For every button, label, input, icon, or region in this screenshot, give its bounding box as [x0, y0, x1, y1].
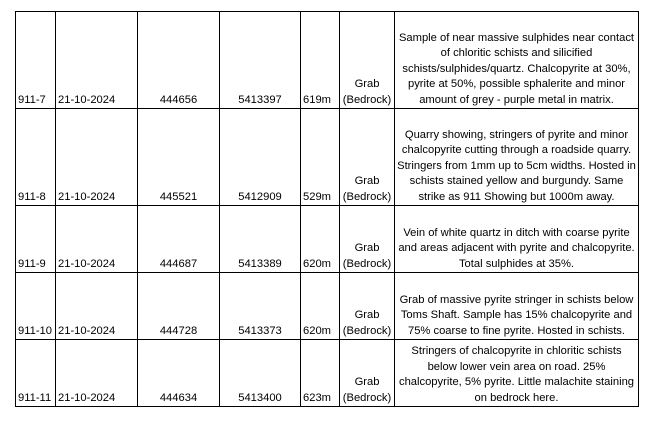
sample-id-cell: 911-10 [16, 273, 56, 340]
elevation-cell: 623m [301, 340, 340, 407]
elevation-cell: 620m [301, 273, 340, 340]
sample-id-cell: 911-8 [16, 109, 56, 206]
table-row [16, 206, 639, 273]
northing-cell: 5413389 [220, 206, 301, 273]
date-cell: 21-10-2024 [56, 206, 138, 273]
elevation-cell: 620m [301, 206, 340, 273]
sample-id-cell: 911-7 [16, 12, 56, 109]
easting-cell: 444728 [138, 273, 220, 340]
northing-cell: 5413373 [220, 273, 301, 340]
easting-cell: 444634 [138, 340, 220, 407]
table-row [16, 273, 639, 340]
easting-cell: 444687 [138, 206, 220, 273]
description-cell: Grab of massive pyrite stringer in schists below Toms Shaft. Sample has 15% chalcopyrite and 75% coarse to fine pyrite. Hosted in schists. [395, 273, 639, 340]
elevation-cell: 529m [301, 109, 340, 206]
sample-type-cell: Grab (Bedrock) [340, 206, 395, 273]
description-cell: Vein of white quartz in ditch with coarse pyrite and areas adjacent with pyrite and chalcopyrite. Total sulphides at 35%. [395, 206, 639, 273]
sample-table [15, 11, 639, 407]
date-cell: 21-10-2024 [56, 12, 138, 109]
sample-type-cell: Grab (Bedrock) [340, 12, 395, 109]
date-cell: 21-10-2024 [56, 273, 138, 340]
description-cell: Quarry showing, stringers of pyrite and minor chalcopyrite cutting through a roadside quarry. Stringers from 1mm up to 5cm widths. Hosted in schists stained yellow and burgundy. Same strike as 911 Showing but 1000m away. [395, 109, 639, 206]
sample-type-cell: Grab (Bedrock) [340, 340, 395, 407]
date-cell: 21-10-2024 [56, 109, 138, 206]
table-row [16, 340, 639, 407]
sample-type-cell: Grab (Bedrock) [340, 109, 395, 206]
table-row [16, 109, 639, 206]
description-cell: Sample of near massive sulphides near contact of chloritic schists and silicified schists/sulphides/quartz. Chalcopyrite at 30%, pyrite at 50%, possible sphalerite and minor amount of grey - purple metal in matrix. [395, 12, 639, 109]
northing-cell: 5413400 [220, 340, 301, 407]
table-row [16, 12, 639, 109]
date-cell: 21-10-2024 [56, 340, 138, 407]
northing-cell: 5412909 [220, 109, 301, 206]
sample-type-cell: Grab (Bedrock) [340, 273, 395, 340]
description-cell: Stringers of chalcopyrite in chloritic schists below lower vein area on road. 25% chalcopyrite, 5% pyrite. Little malachite staining on bedrock here. [395, 340, 639, 407]
northing-cell: 5413397 [220, 12, 301, 109]
sample-id-cell: 911-11 [16, 340, 56, 407]
easting-cell: 445521 [138, 109, 220, 206]
elevation-cell: 619m [301, 12, 340, 109]
easting-cell: 444656 [138, 12, 220, 109]
sample-id-cell: 911-9 [16, 206, 56, 273]
